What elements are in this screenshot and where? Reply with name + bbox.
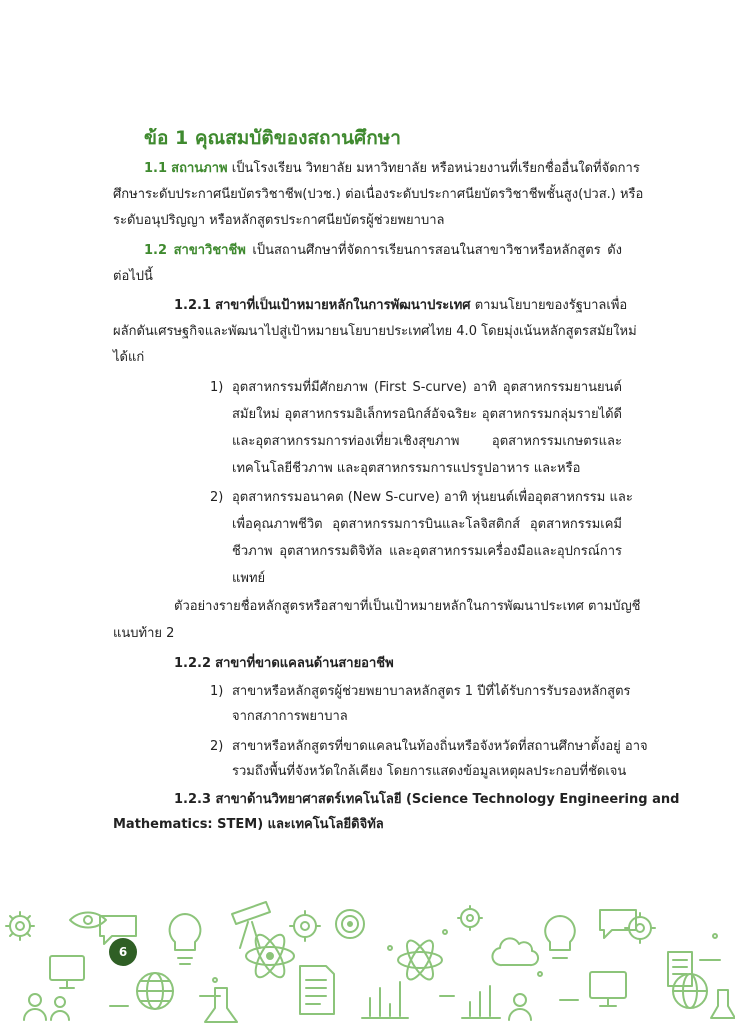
bar-chart-icon (362, 982, 408, 1018)
s122-item-1-line-1: สาขาหรือหลักสูตรผู้ช่วยพยาบาลหลักสูตร 1 ปีที่ได้รับการรับรองหลักสูตร (232, 684, 631, 699)
page-number-badge: 6 (109, 938, 137, 966)
monitor-icon (590, 972, 626, 1006)
s121-item-1-number: 1) (210, 380, 224, 395)
lightbulb-icon (170, 914, 201, 964)
s121-number: 1.2.1 (174, 298, 212, 313)
s122-item-2-line-1: สาขาหรือหลักสูตรที่ขาดแคลนในท้องถิ่นหรือจังหวัดที่สถานศึกษาตั้งอยู่ อาจ (232, 739, 648, 754)
cloud-icon (492, 938, 538, 965)
gear-icon (6, 912, 34, 940)
target-icon (336, 910, 364, 938)
s121-item-2-line-3: ชีวภาพ อุตสาหกรรมดิจิทัล และอุตสาหกรรมเครื่องมือและอุปกรณ์การ (232, 544, 622, 559)
gear-icon (625, 913, 655, 943)
s122-title: สาขาที่ขาดแคลนด้านสายอาชีพ (215, 656, 394, 671)
s121-line-2: ผลักดันเศรษฐกิจและพัฒนาไปสู่เป้าหมายนโยบายประเทศไทย 4.0 โดยมุ่งเน้นหลักสูตรสมัยใหม่ (113, 324, 637, 339)
s123-number: 1.2.3 (174, 792, 212, 807)
lightbulb-icon (545, 916, 575, 958)
s122-item-1-number: 1) (210, 684, 224, 699)
atom-icon (398, 937, 442, 983)
footer-icon-pattern (0, 896, 735, 1024)
s121-title: สาขาที่เป็นเป้าหมายหลักในการพัฒนาประเทศ (215, 298, 471, 313)
s121-text-1: ตามนโยบายของรัฐบาลเพื่อ (474, 298, 628, 313)
section-heading: ข้อ 1 คุณสมบัติของสถานศึกษา (144, 127, 401, 149)
s121-item-1-line-1: อุตสาหกรรมที่มีศักยภาพ (First S-curve) อาทิ อุตสาหกรรมยานยนต์ (232, 380, 622, 395)
globe-icon (673, 974, 707, 1008)
gear-icon (290, 911, 320, 941)
monitor-icon (50, 956, 84, 988)
s11-number: 1.1 (144, 161, 168, 176)
document-icon (300, 966, 334, 1014)
s121-item-2-line-2: เพื่อคุณภาพชีวิต อุตสาหกรรมการบินและโลจิสติกส์ อุตสาหกรรมเคมี (232, 517, 622, 532)
s11-line-1 (144, 160, 640, 178)
s11-line-3: ระดับอนุปริญญา หรือหลักสูตรประกาศนียบัตรผู้ช่วยพยาบาล (113, 213, 445, 228)
s12-line-2: ต่อไปนี้ (113, 269, 153, 284)
s12-number: 1.2 (144, 243, 168, 258)
s12-line-1 (144, 242, 622, 260)
bar-chart-icon (462, 986, 500, 1018)
globe-icon (137, 973, 173, 1009)
s11-text-1: เป็นโรงเรียน วิทยาลัย มหาวิทยาลัย หรือหน่วยงานที่เรียกชื่ออื่นใดที่จัดการ (231, 161, 640, 176)
s123-text-1: สาขาด้านวิทยาศาสตร์เทคโนโลยี (Science Technology Engineering and (215, 792, 680, 807)
telescope-icon (232, 902, 270, 948)
s11-title: สถานภาพ (171, 161, 228, 176)
s12-title: สาขาวิชาชีพ (173, 243, 246, 258)
s121-item-1-line-4: เทคโนโลยีชีวภาพ และอุตสาหกรรมการแปรรูปอาหาร และหรือ (232, 461, 581, 476)
s123-line-2: Mathematics: STEM) และเทคโนโลยีดิจิทัล (113, 817, 384, 832)
gear-icon (458, 906, 482, 930)
s122-item-2-number: 2) (210, 739, 224, 754)
document-icon (668, 952, 692, 986)
s121-note-line-1: ตัวอย่างรายชื่อหลักสูตรหรือสาขาที่เป็นเป้าหมายหลักในการพัฒนาประเทศ ตามบัญชี (174, 599, 641, 614)
s122-item-2-line-2: รวมถึงพื้นที่จังหวัดใกล้เคียง โดยการแสดงข้อมูลเหตุผลประกอบที่ชัดเจน (232, 764, 627, 779)
s123-line-1 (174, 791, 680, 809)
s122-line-1 (174, 655, 394, 673)
s11-line-2: ศึกษาระดับประกาศนียบัตรวิชาชีพ(ปวช.) ต่อเนื่องระดับประกาศนียบัตรวิชาชีพชั้นสูง(ปวส.) หรือ (113, 187, 644, 202)
s121-item-1-line-3: และอุตสาหกรรมการท่องเที่ยวเชิงสุขภาพ อุตสาหกรรมเกษตรและ (232, 434, 622, 449)
s121-item-1-line-2: สมัยใหม่ อุตสาหกรรมอิเล็กทรอนิกส์อัจฉริยะ อุตสาหกรรมกลุ่มรายได้ดี (232, 407, 622, 422)
s121-note-line-2: แนบท้าย 2 (113, 626, 175, 641)
flask-icon (205, 988, 237, 1022)
s122-number: 1.2.2 (174, 656, 212, 671)
atom-icon (246, 931, 294, 982)
people-icon (509, 994, 531, 1020)
s121-line-1 (174, 297, 628, 315)
s121-item-2-number: 2) (210, 490, 224, 505)
people-icon (24, 994, 69, 1020)
s121-item-2-line-1: อุตสาหกรรมอนาคต (New S-curve) อาทิ หุ่นยนต์เพื่ออุตสาหกรรม และ (232, 490, 633, 505)
flask-icon (711, 990, 735, 1018)
s121-line-3: ได้แก่ (113, 350, 145, 365)
s121-item-2-line-4: แพทย์ (232, 571, 266, 586)
s12-text-1: เป็นสถานศึกษาที่จัดการเรียนการสอนในสาขาวิชาหรือหลักสูตร ดัง (252, 243, 623, 258)
s122-item-1-line-2: จากสภาการพยาบาล (232, 709, 348, 724)
